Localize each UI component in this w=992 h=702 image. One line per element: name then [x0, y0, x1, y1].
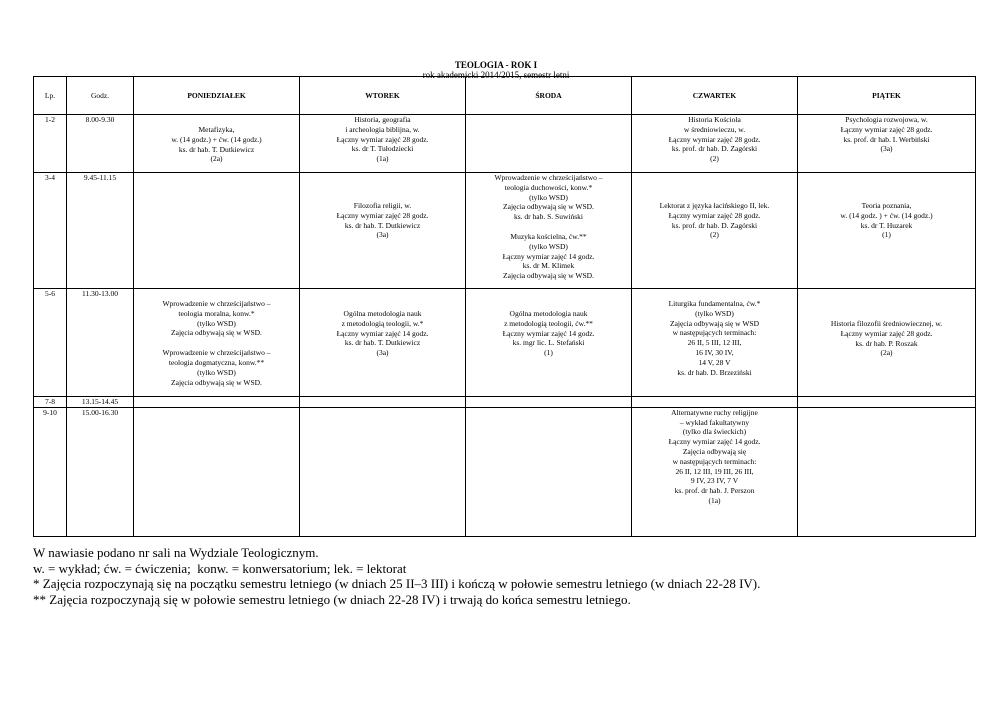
- class-cell-thu-12: [632, 115, 798, 173]
- cell-line: ks. prof. dr hab. D. Zagórski: [671, 144, 758, 154]
- cell-line: Historia, geografia: [354, 115, 411, 124]
- cell-line: Zajęcia odbywają się w WSD.: [503, 271, 594, 281]
- class-block-mon-56a: [136, 289, 297, 338]
- table-row: [34, 407, 976, 536]
- col-header-friday: PIĄTEK: [798, 77, 976, 115]
- cell-line: Historia Kościoła: [688, 115, 741, 124]
- cell-line: z metodologią teologii, ćw.**: [504, 318, 593, 328]
- cell-line: Muzyka kościelna, ćw.**: [510, 231, 587, 241]
- cell-line: w. (14 godz.) + ćw. (14 godz.): [171, 134, 262, 144]
- empty-cell: [466, 407, 632, 536]
- note-single-asterisk: * Zajęcia rozpoczynają się na początku semestru letniego (w dniach 25 II–3 III) i kończą w połowie semestru letniego (w dniach 22-28 IV).: [33, 576, 761, 591]
- class-cell-thu-34: [632, 173, 798, 289]
- cell-line: Łączny wymiar zajęć 14 godz.: [668, 437, 761, 447]
- cell-line: ks. dr hab. P. Roszak: [855, 338, 918, 348]
- cell-line: Alternatywne ruchy religijne: [671, 407, 758, 417]
- lp-cell: 9-10: [34, 407, 67, 536]
- lp-cell: 7-8: [34, 397, 67, 408]
- table-row: [34, 173, 976, 289]
- cell-line: i archeologia biblijna, w.: [345, 124, 420, 134]
- empty-cell: [134, 407, 300, 536]
- cell-line: Zajęcia odbywają się w WSD.: [171, 377, 262, 387]
- cell-line: ks. prof. dr hab. D. Zagórski: [671, 220, 758, 230]
- time-cell: 13.15-14.45: [67, 397, 134, 408]
- cell-line: (tylko WSD): [197, 367, 236, 377]
- note-double-asterisk: ** Zajęcia rozpoczynają się w połowie semestru letniego (w dniach 22-28 IV) i trwają do końca semestru letniego.: [33, 591, 631, 607]
- cell-line: ks. dr M. Klimek: [522, 261, 575, 271]
- cell-line: 9 IV, 23 IV, 7 V: [690, 476, 739, 486]
- cell-line: Łączny wymiar zajęć 14 godz.: [502, 251, 595, 261]
- table-row: [34, 397, 976, 408]
- cell-line: (1): [544, 348, 553, 358]
- class-cell-fri-56: [798, 289, 976, 397]
- cell-line: Łączny wymiar zajęć 28 godz.: [840, 328, 933, 338]
- cell-line: Teoria poznania,: [861, 201, 912, 210]
- cell-line: ks. prof. dr hab. J. Perszon: [674, 486, 755, 496]
- cell-line: 26 II, 5 III, 12 III,: [687, 338, 742, 348]
- cell-line: Ogólna metodologia nauk: [343, 309, 422, 318]
- cell-line: ks. dr hab. S. Suwiński: [514, 212, 583, 222]
- class-cell-wed-34: [466, 173, 632, 289]
- class-cell-tue-34: [300, 173, 466, 289]
- time-cell: 8.00-9.30: [67, 115, 134, 173]
- cell-line: ks. dr hab. T. Dutkiewicz: [344, 220, 421, 230]
- schedule-table: [33, 76, 976, 537]
- cell-line: Liturgika fundamentalna, ćw.*: [668, 299, 761, 308]
- cell-line: (2a): [210, 154, 223, 164]
- cell-line: (1a): [708, 495, 721, 505]
- empty-cell: [466, 397, 632, 408]
- note-room: W nawiasie podano nr sali na Wydziale Teologicznym.: [33, 545, 319, 560]
- cell-line: (1): [882, 230, 891, 240]
- cell-line: (3a): [376, 348, 389, 358]
- empty-cell: [300, 397, 466, 408]
- cell-line: Zajęcia odbywają się w WSD.: [171, 328, 262, 338]
- cell-line: Lektorat z języka łacińskiego II, lek.: [659, 201, 770, 210]
- lp-cell: 5-6: [34, 289, 67, 397]
- empty-cell: [466, 115, 632, 173]
- class-cell-thu-910: [632, 407, 798, 536]
- cell-line: Łączny wymiar zajęć 14 godz.: [502, 328, 595, 338]
- cell-line: Łączny wymiar zajęć 28 godz.: [668, 210, 761, 220]
- cell-line: Zajęcia odbywają się w WSD: [669, 318, 759, 328]
- table-row: [34, 115, 976, 173]
- class-cell-tue-56: [300, 289, 466, 397]
- cell-line: Wprowadzenie w chrześcijaństwo –: [494, 173, 603, 182]
- cell-line: (tylko WSD): [529, 192, 568, 202]
- time-cell: 15.00-16.30: [67, 407, 134, 536]
- col-header-wednesday: ŚRODA: [466, 77, 632, 115]
- empty-cell: [134, 397, 300, 408]
- cell-line: (1a): [376, 154, 389, 164]
- cell-line: (2a): [880, 348, 893, 358]
- header-row: [34, 77, 976, 115]
- cell-line: ks. prof. dr hab. I. Werbiński: [843, 134, 930, 144]
- cell-line: ks. dr T. Tułodziecki: [351, 144, 414, 154]
- cell-line: w następujących terminach:: [672, 456, 757, 466]
- col-header-lp: Lp.: [34, 77, 67, 115]
- cell-line: z metodologią teologii, w.*: [341, 318, 424, 328]
- cell-line: w. (14 godz. ) + ćw. (14 godz.): [840, 210, 933, 220]
- document-subtitle: rok akademicki 2014/2015, semestr letni: [422, 70, 570, 80]
- cell-line: (tylko WSD): [197, 318, 236, 328]
- cell-line: ks. dr hab. T. Dutkiewicz: [178, 144, 255, 154]
- lp-cell: 3-4: [34, 173, 67, 289]
- cell-line: 16 IV, 30 IV,: [695, 347, 734, 357]
- empty-cell: [798, 407, 976, 536]
- class-cell-tue-12: [300, 115, 466, 173]
- cell-line: Wprowadzenie w chrześcijaństwo –: [162, 299, 271, 308]
- class-cell-mon-56: [134, 289, 300, 397]
- col-header-monday: PONIEDZIAŁEK: [134, 77, 300, 115]
- class-block-wed-34b: [468, 222, 629, 281]
- class-cell-thu-56: [632, 289, 798, 397]
- empty-cell: [134, 173, 300, 289]
- class-cell-mon-12: [134, 115, 300, 173]
- time-cell: 9.45-11.15: [67, 173, 134, 289]
- class-cell-fri-12: [798, 115, 976, 173]
- class-block-wed-34a: [468, 173, 629, 222]
- table-row: [34, 289, 976, 397]
- cell-line: 26 II, 12 III, 19 III, 26 III,: [675, 466, 754, 476]
- cell-line: Filozofia religii, w.: [353, 201, 412, 210]
- cell-line: (tylko WSD): [695, 308, 734, 318]
- cell-line: Psychologia rozwojowa, w.: [845, 115, 928, 124]
- cell-line: Łączny wymiar zajęć 28 godz.: [336, 134, 429, 144]
- cell-line: w średniowieczu, w.: [683, 124, 746, 134]
- cell-line: Wprowadzenie w chrześcijaństwo –: [162, 348, 271, 358]
- col-header-thursday: CZWARTEK: [632, 77, 798, 115]
- cell-line: Łączny wymiar zajęć 28 godz.: [668, 134, 761, 144]
- cell-line: ks. dr T. Huzarek: [860, 220, 913, 230]
- cell-line: Łączny wymiar zajęć 28 godz.: [336, 210, 429, 220]
- cell-line: teologia duchowości, konw.*: [504, 182, 593, 192]
- cell-line: (2): [710, 230, 719, 240]
- cell-line: teologia dogmatyczna, konw.**: [168, 357, 265, 367]
- cell-line: Łączny wymiar zajęć 14 godz.: [336, 328, 429, 338]
- document-title: TEOLOGIA - ROK I: [454, 60, 538, 70]
- cell-line: (tylko dla świeckich): [682, 427, 747, 437]
- cell-line: ks. dr hab. T. Dutkiewicz: [344, 338, 421, 348]
- empty-cell: [632, 397, 798, 408]
- class-cell-fri-34: [798, 173, 976, 289]
- empty-cell: [798, 397, 976, 408]
- cell-line: ks. dr hab. D. Brzeziński: [677, 367, 752, 377]
- cell-line: (tylko WSD): [529, 241, 568, 251]
- cell-line: (3a): [376, 230, 389, 240]
- cell-line: (2): [710, 154, 719, 164]
- cell-line: Zajęcia odbywają się: [682, 446, 747, 456]
- note-abbreviations: w. = wykład; ćw. = ćwiczenia; konw. = konwersatorium; lek. = lektorat: [33, 560, 407, 576]
- col-header-godz: Godz.: [67, 77, 134, 115]
- empty-cell: [300, 407, 466, 536]
- lp-cell: 1-2: [34, 115, 67, 173]
- cell-line: w następujących terminach:: [672, 328, 757, 338]
- cell-line: teologia moralna, konw.*: [178, 308, 255, 318]
- cell-line: (3a): [880, 144, 893, 154]
- cell-line: Łączny wymiar zajęć 28 godz.: [840, 124, 933, 134]
- notes: [33, 545, 760, 607]
- cell-line: 14 V, 28 V: [698, 357, 731, 367]
- class-block-mon-56b: [136, 338, 297, 387]
- class-cell-wed-56: [466, 289, 632, 397]
- cell-line: Historia filozofii średniowiecznej, w.: [830, 319, 943, 328]
- time-cell: 11.30-13.00: [67, 289, 134, 397]
- cell-line: – wykład fakultatywny: [679, 417, 750, 427]
- cell-line: Ogólna metodologia nauk: [509, 309, 588, 318]
- col-header-tuesday: WTOREK: [300, 77, 466, 115]
- cell-line: Zajęcia odbywają się w WSD.: [503, 202, 594, 212]
- cell-line: ks. mgr lic. L. Stefański: [512, 338, 585, 348]
- cell-line: Metafizyka,: [198, 125, 235, 134]
